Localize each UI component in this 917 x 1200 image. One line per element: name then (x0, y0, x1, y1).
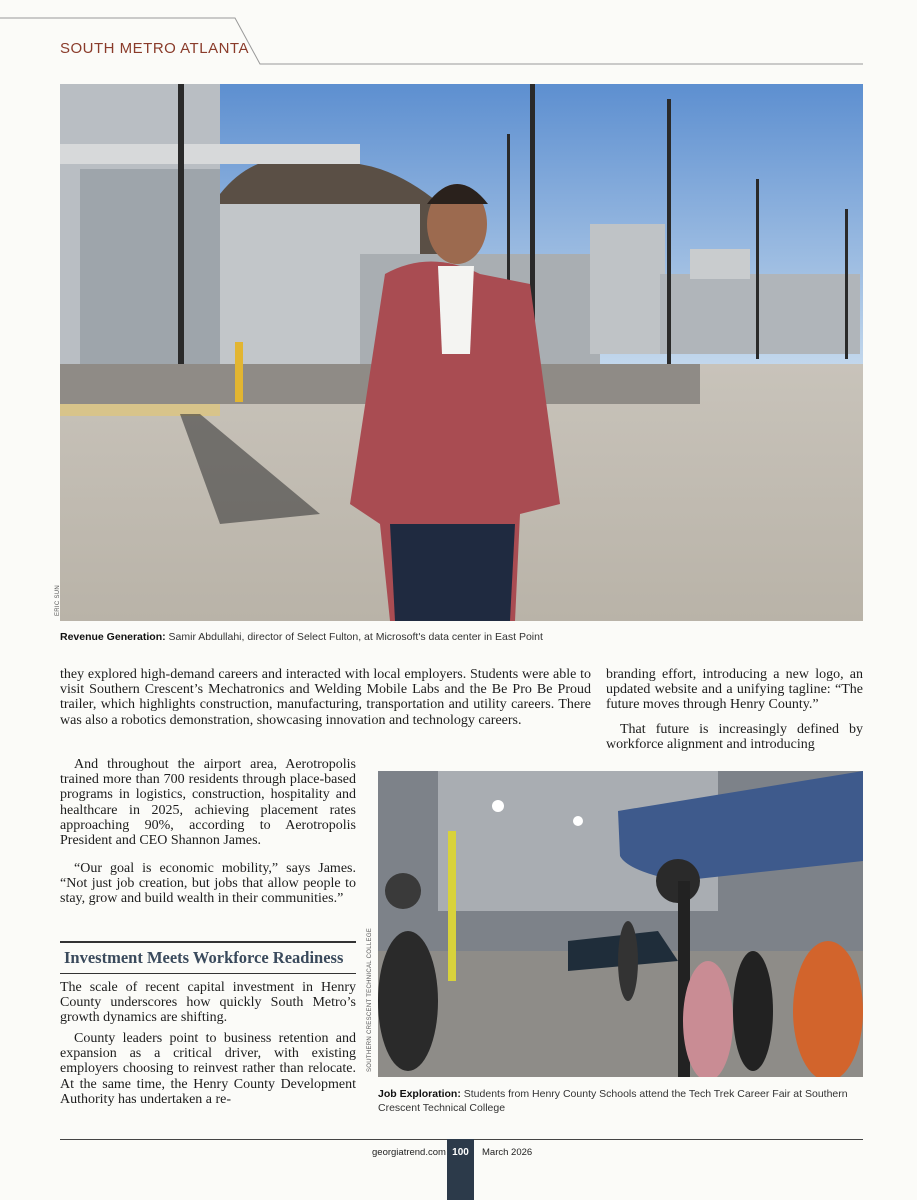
photo-caption (60, 630, 863, 644)
section-subhead-box (60, 941, 356, 974)
photo-credit: SOUTHERN CRESCENT TECHNICAL COLLEGE (367, 927, 373, 1072)
section-label: SOUTH METRO ATLANTA (60, 40, 249, 57)
caption-body: Students from Henry County Schools attend the Tech Trek Career Fair at Southern Crescent Technical College (378, 1088, 848, 1114)
caption-lead: Job Exploration: (378, 1088, 461, 1100)
caption-lead: Revenue Generation: (60, 631, 166, 643)
section-subhead: Investment Meets Workforce Readiness (64, 948, 344, 967)
article-paragraph: That future is increasingly defined by workforce alignment and introducing (606, 722, 863, 753)
photo-career-fair (378, 771, 863, 1077)
header-rule (0, 0, 917, 80)
article-paragraph: The scale of recent capital investment in Henry County underscores how quickly South Metro’s growth dynamics are shifting. (60, 980, 356, 1026)
article-paragraph: And throughout the airport area, Aerotropolis trained more than 700 residents through place-based programs in logistics, construction, hospitality and healthcare in 2025, achieving placement rates approaching 90%, according to Aerotropolis President and CEO Shannon James. (60, 757, 356, 849)
article-paragraph: they explored high-demand careers and interacted with local employers. Students were able to visit Southern Crescent’s Mechatronics and Welding Mobile Labs and the Be Pro Be Proud trailer, which highlights construction, manufacturing, transportation and utility careers. There was also a robotics demonstration, showcasing innovation and technology careers. (60, 667, 591, 728)
footer-site: georgiatrend.com (372, 1147, 446, 1158)
photo-credit: ERIC SUN (55, 584, 61, 616)
article-paragraph: “Our goal is economic mobility,” says James. “Not just job creation, but jobs that allow people to stay, grow and build wealth in their communities.” (60, 861, 356, 907)
photo-data-center (60, 84, 863, 621)
footer-issue: March 2026 (482, 1147, 533, 1158)
article-paragraph: branding effort, introducing a new logo, an updated website and a unifying tagline: “The future moves through Henry County.” (606, 667, 863, 713)
article-paragraph: County leaders point to business retention and expansion as a critical driver, with existing employers choosing to reinvest rather than relocate. At the same time, the Henry County Development Authority has undertaken a re- (60, 1031, 356, 1107)
photo-caption (378, 1087, 848, 1115)
page-number: 100 (447, 1139, 474, 1200)
caption-body: Samir Abdullahi, director of Select Fulton, at Microsoft's data center in East Point (165, 631, 543, 643)
